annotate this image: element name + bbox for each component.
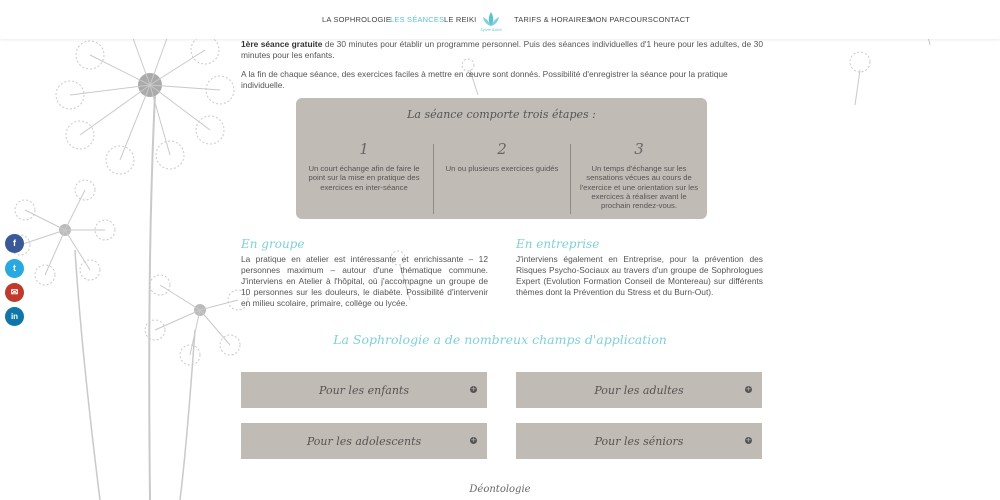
steps-title: La séance comporte trois étapes : (407, 108, 596, 121)
step-text: Un ou plusieurs exercices guidés (445, 164, 559, 173)
accordion-enfants[interactable] (241, 372, 487, 408)
nav-les-seances[interactable]: LES SÉANCES (390, 15, 445, 24)
accordion-label: Pour les séniors (594, 434, 684, 448)
intro-second-paragraph: A la fin de chaque séance, des exercices faciles à mettre en œuvre sont donnés. Possibilité d'enregistrer la séance pour la pratique individuelle. (241, 69, 728, 90)
accordion-label: Pour les enfants (319, 383, 409, 397)
step-divider (570, 144, 571, 214)
step-2 (437, 140, 567, 173)
facebook-icon[interactable]: f (5, 234, 24, 253)
plus-icon: + (745, 385, 752, 393)
accordion-label: Pour les adolescents (306, 434, 422, 448)
nav-tarifs-horaires[interactable]: TARIFS & HORAIRES (514, 15, 592, 24)
step-divider (433, 144, 434, 214)
step-number: 3 (634, 140, 644, 158)
entreprise-text: J'interviens également en Entreprise, pour la prévention des Risques Psycho-Sociaux au travers d'un groupe de Sophrologues Expert (Evolution Formation Conseil de Montereau) sur différents thèmes dont la Prévention du Stress et du Burn-Out). (516, 254, 763, 297)
groupe-text: La pratique en atelier est intéressante et enrichissante – 12 personnes maximum – autour d'une thématique commune. J'interviens en Atelier à l'hôpital, où j'accompagne un groupe de 10 personnes sur les douleurs, le diabète. Possibilité d'intervenir en milieu scolaire, primaire, collège ou lycée. (241, 254, 488, 308)
logo-lotus-icon[interactable] (479, 9, 503, 33)
steps-box (296, 98, 707, 219)
linkedin-icon[interactable]: in (5, 307, 24, 326)
nav-mon-parcours[interactable]: MON PARCOURS (589, 15, 653, 24)
email-icon[interactable]: ✉ (5, 283, 24, 302)
top-navigation (0, 0, 1000, 39)
step-text: Un court échange afin de faire le point sur la mise en pratique des exercices en inter-séance (308, 164, 420, 192)
step-3 (574, 140, 704, 210)
nav-contact[interactable]: CONTACT (653, 15, 691, 24)
accordion-label: Pour les adultes (594, 383, 684, 397)
entreprise-title: En entreprise (516, 237, 600, 251)
step-number: 2 (497, 140, 507, 158)
deontologie-heading: Déontologie (469, 484, 531, 495)
groupe-title: En groupe (241, 237, 305, 251)
plus-icon: + (745, 436, 752, 444)
accordion-adultes[interactable] (516, 372, 762, 408)
plus-icon: + (470, 436, 477, 444)
step-number: 1 (359, 140, 369, 158)
plus-icon: + (470, 385, 477, 393)
step-1 (299, 140, 429, 192)
accordion-seniors[interactable] (516, 423, 762, 459)
twitter-icon[interactable]: t (5, 259, 24, 278)
logo-caption: Sylvie Abelli (480, 28, 502, 32)
intro-text: de 30 minutes pour établir un programme personnel. Puis des séances individuelles d'1 heure pour les adultes, de 30 minutes pour les enfants. (241, 39, 763, 60)
intro-paragraph (241, 39, 763, 61)
intro-bold: 1ère séance gratuite (241, 39, 323, 49)
step-text: Un temps d'échange sur les sensations vécues au cours de l'exercice et une orientation sur les exercices à réaliser avant le prochain rendez-vous. (579, 164, 699, 211)
nav-le-reiki[interactable]: LE REIKI (444, 15, 477, 24)
accordion-adolescents[interactable] (241, 423, 487, 459)
fields-title: La Sophrologie a de nombreux champs d'application (333, 332, 667, 347)
nav-la-sophrologie[interactable]: LA SOPHROLOGIE (322, 15, 392, 24)
